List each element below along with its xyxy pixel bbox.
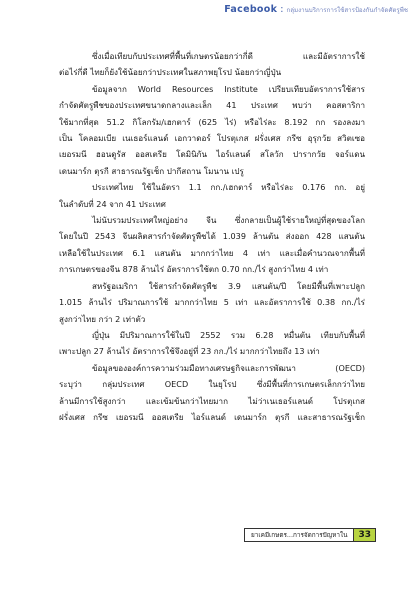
text-line: 1.015 ล้านไร่ ปริมาณการใช้ มากกว่าไทย 5 เท่า และอัตราการใช้ 0.38 กก./ไร่ <box>59 297 365 308</box>
text-line: ซึ่งเมื่อเทียบกับประเทศที่พื้นที่เกษตรน้อยกว่ากี่ดี และมีอัตราการใช้ <box>92 51 365 61</box>
text-line: เดนมาร์ก ตุรกี สาธารณรัฐเช็ก ปากีสถาน โมนาน เปรู <box>59 165 244 176</box>
text-line: สหรัฐอเมริกา ใช้สารกำจัดศัตรูพืช 3.9 แสนตัน/ปี โดยมีพื้นที่เพาะปลูก <box>92 280 365 291</box>
text-line: เป็น โคลอมเบีย เนเธอร์แลนด์ เอกวาดอร์ โปรตุเกส ฝรั่งเศส กรีซ อุรุกวัย สวิตเซอ <box>59 133 365 144</box>
page-header <box>224 4 408 15</box>
text-line: ประเทศไทย ใช้ในอัตรา 1.1 กก./เฮกตาร์ หรือไร่ละ 0.176 กก. อยู่ <box>92 182 365 193</box>
text-line: ใช้มากที่สุด 51.2 กิโลกรัม/เฮกตาร์ (625 ไร่) หรือไร่ละ 8.192 กก รองลงมา <box>59 116 365 127</box>
text-line: ข้อมูลจาก World Resources Institute เปรียบเทียบอัตราการใช้สาร <box>92 83 365 94</box>
text-line: สูงกว่าไทย กว่า 2 เท่าตัว <box>59 313 146 324</box>
text-line: ล้านมีการใช้สูงกว่า และเข้มข้นกว่าไทยมาก ไม่ว่าเนเธอร์แลนด์ โปรตุเกส <box>59 395 365 406</box>
header-separator: : <box>280 4 284 15</box>
body-text <box>59 48 365 425</box>
facebook-label[interactable]: Facebook <box>224 4 278 15</box>
text-line: ญี่ปุ่น มีปริมาณการใช้ในปี 2552 รวม 6.28 หมื่นตัน เทียบกับพื้นที่ <box>92 329 365 340</box>
text-line: โดยในปี 2543 จีนผลิตสารกำจัดศัตรูพืชได้ 1.039 ล้านตัน ส่งออก 428 แสนตัน <box>59 231 365 242</box>
text-line: ข้อมูลขององค์การความร่วมมือทางเศรษฐกิจและการพัฒนา (OECD) <box>92 362 365 373</box>
text-line: เยอรมนี ฮอนดูรัส ออสเตรีย โดมินิกัน ไอร์แลนด์ สโลวัก ปารากวัย จอร์แดน <box>59 149 365 160</box>
text-line: ไม่นับรวมประเทศใหญ่อย่าง จีน ซึ่งกลายเป็นผู้ใช้รายใหญ่ที่สุดของโลก <box>92 215 365 226</box>
text-line: กำจัดศัตรูพืชของประเทศขนาดกลางและเล็ก 41 ประเทศ พบว่า คอสตาริกา <box>59 100 365 111</box>
text-line: ฝรั่งเศส กรีซ เยอรมนี ออสเตรีย ไอร์แลนด์ เดนมาร์ก ตุรกี และสาธารณรัฐเช็ก <box>59 411 365 422</box>
facebook-group-name[interactable]: กลุ่มงานบริการการใช้สารป้องกันกำจัดศัตรูพืช <box>286 7 408 14</box>
footer-title: ยาเคมีเกษตร...การจัดการปัญหาใน <box>244 528 353 542</box>
text-line: ในลำดับที่ 24 จาก 41 ประเทศ <box>59 198 166 209</box>
text-line: การเกษตรของจีน 878 ล้านไร่ อัตราการใช้ตก 0.70 กก./ไร่ สูงกว่าไทย 4 เท่า <box>59 264 329 275</box>
text-line: ต่อไร่กี่ดี ไทยก็ยังใช้น้อยกว่าประเทศในสภาพยุโรป น้อยกว่าญี่ปุ่น <box>59 67 282 78</box>
text-line: ระบุว่า กลุ่มประเทศ OECD ในยุโรป ซึ่งมีพื้นที่การเกษตรเล็กกว่าไทย <box>59 379 365 390</box>
page-footer <box>244 528 376 542</box>
text-line: เหลือใช้ในประเทศ 6.1 แสนตัน มากกว่าไทย 4 เท่า และเมื่อคำนวณจากพื้นที่ <box>59 247 365 258</box>
page-number: 33 <box>353 528 376 542</box>
text-line: เพาะปลูก 27 ล้านไร่ อัตราการใช้จึงอยู่ที่ 23 กก./ไร่ มากกว่าไทยถึง 13 เท่า <box>59 346 320 357</box>
